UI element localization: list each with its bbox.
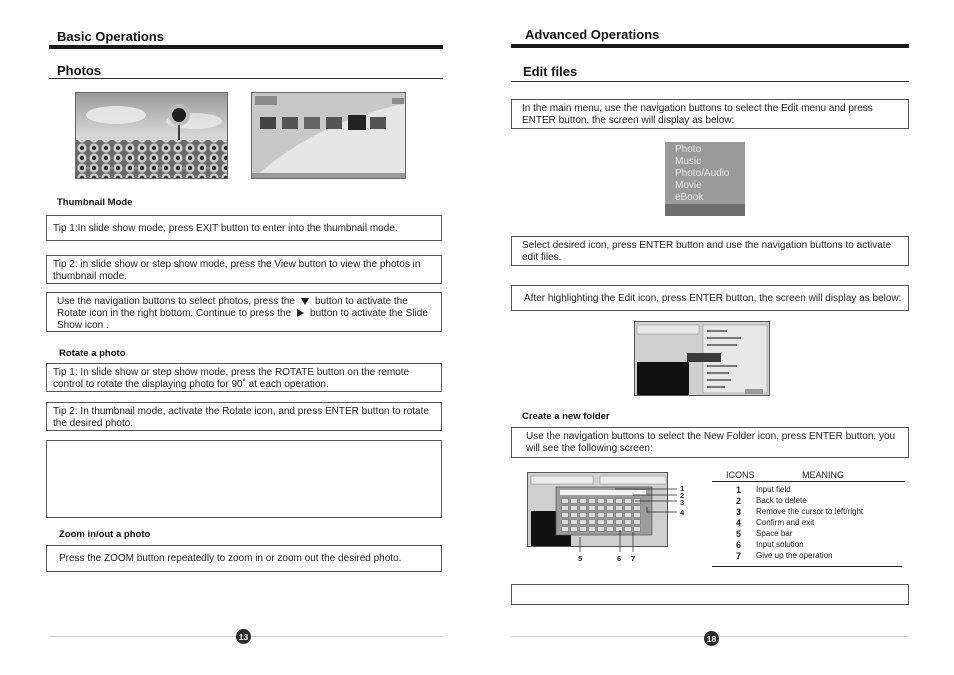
callout-number-4: 4 <box>680 508 685 517</box>
main-menu-instruction-text: In the main menu, use the navigation buttons to select the Edit menu and press ENTER button, the screen will display as below: <box>522 103 873 126</box>
icon-number: 4 <box>736 517 742 528</box>
empty-note-box <box>46 440 442 518</box>
tip-rotate-2-text: Tip 2: In thumbnail mode, activate the Rotate icon, and press ENTER button to rotate the desired photo. <box>53 406 429 429</box>
menu-item-ebook: eBook <box>675 192 704 203</box>
tip-exit-text: Tip 1:In slide show mode, press EXIT button to enter into the thumbnail mode. <box>53 223 398 234</box>
callout-lines <box>575 482 685 562</box>
icons-table-row <box>712 506 863 517</box>
navigation-text-part1: Use the navigation buttons to select photos, press the <box>57 296 295 307</box>
icon-meaning: Input solution <box>756 540 804 549</box>
rotate-photo-label: Rotate a photo <box>59 348 126 359</box>
right-page-number: 18 <box>704 631 719 646</box>
tip-rotate-1-text: Tip 1: In slide show or step show mode, press the ROTATE button on the remote control to rotate the displaying photo for 90˚ at each operation. <box>53 367 410 390</box>
callout-number-3: 3 <box>680 498 685 507</box>
icon-number: 7 <box>736 550 742 561</box>
keyboard-key <box>561 498 569 504</box>
icons-table <box>712 484 863 561</box>
select-icon-box <box>511 236 909 266</box>
edit-files-screenshot <box>634 321 770 396</box>
navigation-text-part3: button to activate the Slide Show icon . <box>57 308 428 331</box>
after-highlight-box <box>511 285 909 311</box>
icon-meaning: Remove the cursor to left/right <box>756 507 864 516</box>
icon-meaning: Back to delete <box>756 496 807 505</box>
left-subsection-rule <box>49 78 443 79</box>
after-highlight-text: After highlighting the Edit icon, press ENTER button, the screen will display as below: <box>524 293 902 304</box>
thumbnail-screen <box>251 92 406 179</box>
icon-number: 5 <box>736 528 742 539</box>
icon-meaning: Input field <box>756 485 791 494</box>
left-section-rule <box>49 45 443 49</box>
keyboard-key <box>561 505 569 511</box>
navigation-instructions-box <box>46 292 442 332</box>
main-menu-instruction-box <box>511 99 909 129</box>
sunflower-photo <box>75 92 228 179</box>
icons-table-row <box>712 517 863 528</box>
icons-table-bottom-rule <box>712 566 902 567</box>
right-subsection-title: Edit files <box>523 64 578 79</box>
callout-number-7: 7 <box>631 554 636 563</box>
tip-rotate-1-box <box>46 363 442 392</box>
tip-rotate-2-box <box>46 402 442 431</box>
icon-meaning: Give up the operation <box>756 551 833 560</box>
left-subsection-title: Photos <box>57 63 102 78</box>
keyboard-key <box>561 526 569 532</box>
keyboard-key <box>561 512 569 518</box>
menu-item-photo: Photo <box>675 144 702 155</box>
left-page-number: 13 <box>236 629 251 644</box>
zoom-photo-label: Zoom in/out a photo <box>59 529 151 540</box>
icon-number: 3 <box>736 506 742 517</box>
icons-table-row <box>712 528 863 539</box>
tip-view-box <box>46 255 442 284</box>
keyboard-key <box>561 519 569 525</box>
callout-number-2: 2 <box>680 491 685 500</box>
menu-item-edit: Edit <box>665 204 745 216</box>
tip-exit-box <box>46 215 442 241</box>
menu-item-movie: Movie <box>675 180 702 191</box>
right-subsection-rule <box>511 81 909 82</box>
right-section-title: Advanced Operations <box>525 27 660 42</box>
new-folder-instruction-box <box>511 427 909 458</box>
zoom-box <box>46 545 442 572</box>
icon-number: 2 <box>736 495 742 506</box>
callout-number-1: 1 <box>680 484 685 493</box>
right-section-rule <box>511 44 909 48</box>
left-section-title: Basic Operations <box>57 29 164 44</box>
icon-meaning: Confirm and exit <box>756 518 815 527</box>
callout-number-5: 5 <box>578 554 583 563</box>
navigation-text-part2: button to activate the Rotate icon in the right bottom. Continue to press the <box>57 296 408 319</box>
icons-table-row <box>712 539 863 550</box>
tip-view-text: Tip 2: in slide show or step show mode, press the View button to view the photos in thumbnail mode. <box>53 259 421 282</box>
zoom-text: Press the ZOOM button repeatedly to zoom in or zoom out the desired photo. <box>59 553 402 564</box>
icons-table-row <box>712 495 863 506</box>
down-arrow-icon <box>301 298 309 305</box>
callout-number-6: 6 <box>617 554 622 563</box>
menu-item-photo-audio: Photo/Audio <box>675 168 730 179</box>
icons-table-top-rule <box>712 481 905 482</box>
empty-bottom-box <box>511 584 909 605</box>
icon-meaning: Space bar <box>756 529 793 538</box>
menu-item-music: Music <box>675 156 702 167</box>
icons-header: ICONS <box>726 470 755 480</box>
edit-menu-screenshot <box>665 142 745 214</box>
icons-table-row <box>712 550 863 561</box>
new-folder-instruction-text: Use the navigation buttons to select the New Folder icon, press ENTER button, you will see the following screen: <box>526 431 896 454</box>
icon-number: 6 <box>736 539 742 550</box>
icons-table-row <box>712 484 863 495</box>
icon-number: 1 <box>736 484 742 495</box>
create-folder-label: Create a new folder <box>522 411 610 422</box>
thumbnail-mode-label: Thumbnail Mode <box>57 197 133 208</box>
select-icon-text: Select desired icon, press ENTER button and use the navigation buttons to activate edit files. <box>522 240 892 263</box>
right-arrow-icon <box>297 309 304 317</box>
meaning-header: MEANING <box>802 470 845 480</box>
